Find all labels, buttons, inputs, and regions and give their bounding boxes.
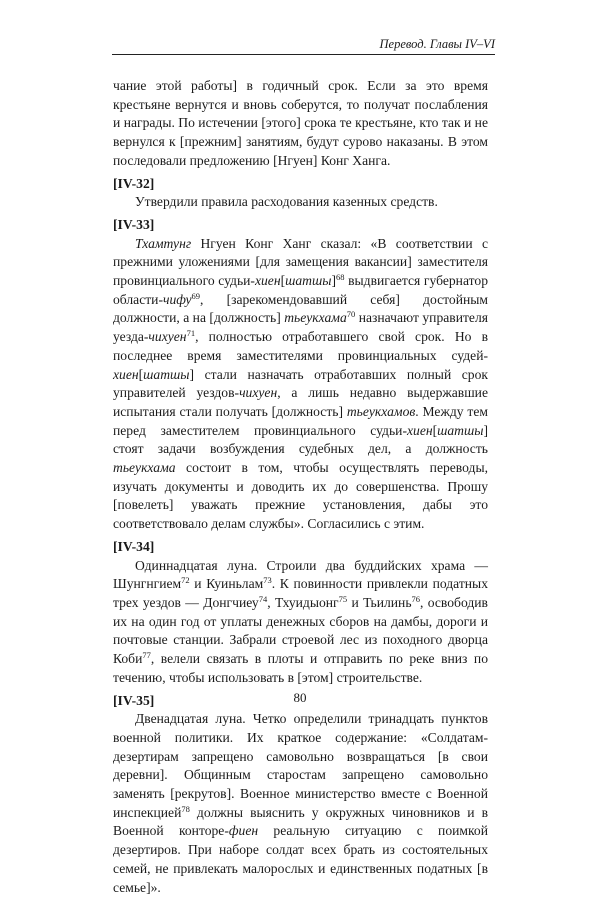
paragraph: Одиннадцатая луна. Строили два буддийских храма — Шунгнгием$^{72}$ и Куиньлам$^{73}$. К повинности привлекли податных трех уездов — Донгчиеу$^{74}$, Тхуидыонг$^{75}$ и Тьилинь$^{76}$, освободив их на один год от уплаты денежных сборов на дамбы, дороги и почтовые станции. Забрали строевой лес из походного дворца Коби$^{77}$, велели связать в плоты и отправить по реке вниз по течению, чтобы использовать в [этом] строительстве.	[113, 557, 488, 685]
paragraph: Утвердили правила расходования казенных средств.	[135, 194, 438, 210]
section-heading: [IV-34]	[113, 538, 155, 554]
body-text	[113, 77, 488, 897]
section-heading: [IV-35]	[113, 692, 155, 708]
section-heading: [IV-33]	[113, 216, 155, 232]
paragraph: Тхамтунг Нгуен Конг Ханг сказал: «В соответствии с прежними уложениями [для замещения вакансии] заместителя провинциального судьи-хиен[шатшы]$^{68}$ выдвигается губернатор области-чифу$^{69}$, [зарекомендовавший себя] достойным должности, а на [должность] тьеукхама$^{70}$ назначают управителя уезда-чихуен$^{71}$, полностью отработавшего свой срок. Но в последнее время заместителями провинциальных судей-хиен[шатшы] стали назначать отработавших полный срок управителей уездов-чихуен, а лишь недавно выдержавшие испытания стали получать [должность] тьеукхамов. Между тем перед заместителем провинциального судьи-хиен[шатшы] стоят задачи возбуждения судебных дел, а должность тьеукхама состоит в том, чтобы осуществлять переводы, изучать документы и доводить их до совершенства. Прошу [повелеть] уважать прежние установления, дабы это соответствовало делам службы». Согласились с этим.	[113, 235, 488, 532]
running-head: Перевод. Главы IV–VI	[112, 34, 495, 55]
section-heading: [IV-32]	[113, 175, 155, 191]
paragraph: чание этой работы] в годичный срок. Если за это время крестьяне вернутся и вновь соберутся, то получат послабления и награды. По истечении [этого] срока те крестьяне, кто так и не вернулся к [прежним] занятиям, будут сурово наказаны. В этом последовали предложению [Нгуен] Конг Ханга.	[113, 78, 488, 168]
paragraph: Двенадцатая луна. Четко определили тринадцать пунктов военной политики. Их краткое содержание: «Солдатам-дезертирам запрещено самовольно возвращаться [в свои деревни]. Общинным старостам запрещено самовольно заменять [рекрутов]. Военное министерство вместе с Военной инспекцией$^{78}$ должны выяснить у окружных чиновников и в Военной конторе-фиен реальную ситуацию с поимкой дезертиров. При наборе солдат всех брать из состоятельных семей, не привлекать малорослых и единственных податных [в семье]».	[113, 711, 488, 895]
page-number: 80	[293, 690, 307, 705]
